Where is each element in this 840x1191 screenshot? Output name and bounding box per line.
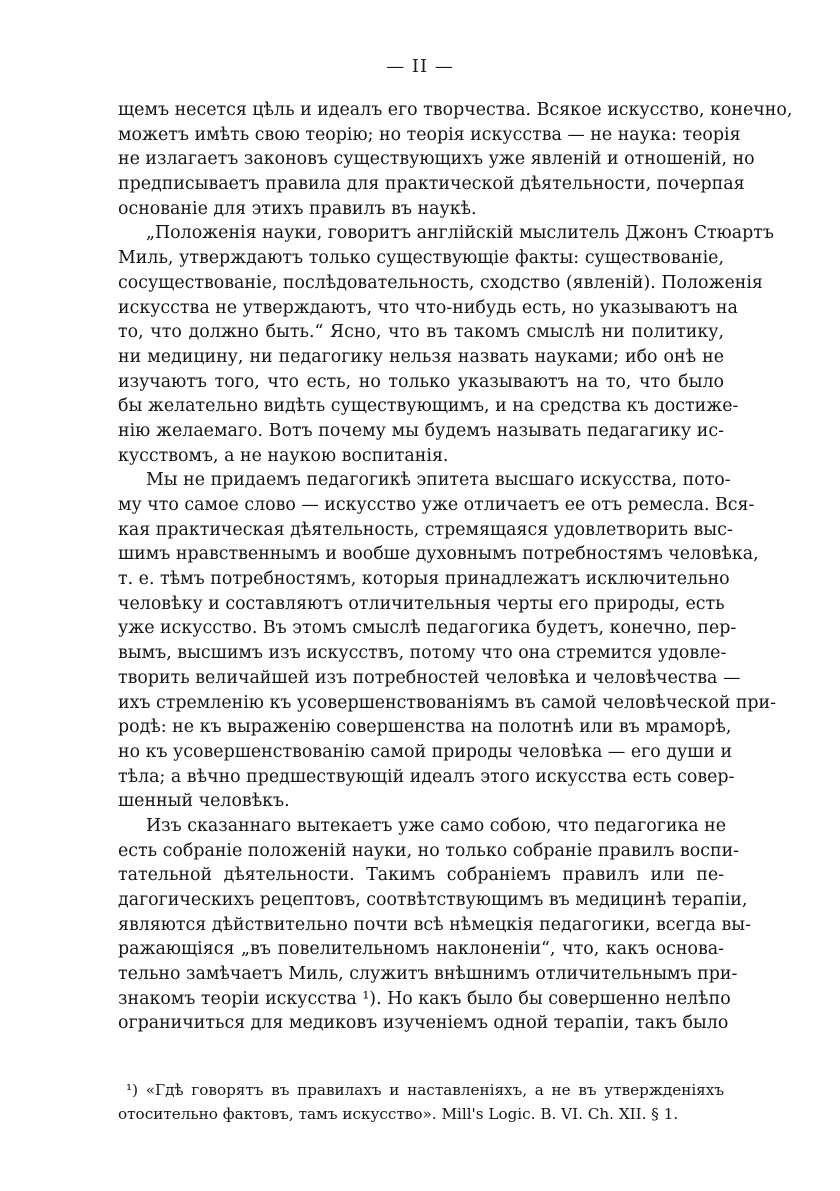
text-line: родѣ: не къ выраженію совершенства на полотнѣ или въ мраморѣ, [118,717,732,738]
text-line: вымъ, высшимъ изъ искусствъ, потому что она стремится удовле- [118,643,727,664]
text-line: знакомъ теоріи искусства ¹). Но какъ было бы совершенно нелѣпо [118,988,731,1009]
text-line: ограничиться для медиковъ изученіемъ одной терапіи, такъ было [118,1013,729,1034]
text-line: нію желаемаго. Вотъ почему мы будемъ называть педагагику ис- [118,420,724,441]
text-line: шенный человѣкъ. [118,791,290,812]
text-line: т. е. тѣмъ потребностямъ, которыя принадлежатъ исключительно [118,569,730,590]
text-line: не излагаетъ законовъ существующихъ уже явленій и отношеній, но [118,149,755,170]
text-line: творить величайшей изъ потребностей человѣка и человѣчества — [118,667,741,688]
text-line: дагогическихъ рецептовъ, соотвѣтствующимъ въ медицинѣ терапіи, [118,890,748,910]
text-line: уже искусство. Въ этомъ смыслѣ педагогика будетъ, конечно, пер- [118,618,737,639]
text-line: шимъ нравственнымъ и вообше духовнымъ потребностямъ человѣка, [118,544,759,565]
text-line: ни медицину, ни педагогику нельзя назвать науками; ибо онѣ не [118,346,724,367]
text-line: сосуществованіе, послѣдовательность, сходство (явленій). Положенія [118,272,763,293]
text-line: изучаютъ того, что есть, но только указываютъ на то, что было [118,371,724,392]
text-line: есть собраніе положеній науки, но только собраніе правилъ воспи- [118,840,740,861]
text-line: то, что должно быть.“ Ясно, что въ такомъ смыслѣ ни политику, [118,322,724,343]
text-line: „Положенія науки, говоритъ англійскій мыслитель Джонъ Стюартъ [146,223,774,244]
footnotes [118,1078,724,1126]
text-line: щемъ несется цѣль и идеалъ его творчества. Всякое искусство, конечно, [118,100,793,120]
text-line: но къ усовершенствованію самой природы человѣка — его души и [118,741,733,762]
text-line: искусства не утверждаютъ, что что-нибудь есть, но указываютъ на [118,297,738,318]
text-line: кая практическая дѣятельность, стремящаяся удовлетворить выс- [118,519,733,540]
text-line: тательной дѣятельности. Такимъ собраніемъ правилъ или пе- [118,865,724,886]
text-line: Изъ сказаннаго вытекаетъ уже само собою, что педагогика не [146,815,727,836]
text-line: Миль, утверждаютъ только существующіе факты: существованіе, [118,248,724,269]
text-line: предписываетъ правила для практической дѣятельности, почерпая [118,174,745,195]
page-number: — II — [386,56,454,77]
text-line: ражающіяся „въ повелительномъ наклоненіи“, что, какъ основа- [118,939,724,960]
text-line: тельно замѣчаетъ Миль, служитъ внѣшнимъ отличительнымъ при- [118,964,738,985]
text-line: му что самое слово — искусство уже отличаетъ ее отъ ремесла. Вся- [118,495,755,515]
body-text [118,98,793,1036]
text-line: можетъ имѣть свою теорію; но теорія искусства — не наука: теорія [118,124,741,145]
text-line: бы желательно видѣть существующимъ, и на средства къ достиже- [118,396,739,417]
text-line: кусствомъ, а не наукою воспитанія. [118,445,449,466]
text-line: являются дѣйствительно почти всѣ нѣмецкія педагогики, всегда вы- [118,914,751,935]
text-line: тѣла; а вѣчно предшествующій идеалъ этого искусства есть совер- [118,766,735,787]
text-line: основаніе для этихъ правилъ въ наукѣ. [118,198,477,219]
text-line: Мы не придаемъ педагогикѣ эпитета высшаго искусства, пото- [146,470,731,491]
text-line: человѣку и составляютъ отличительныя черты его природы, есть [118,593,725,614]
footnote-line: ¹) «Гдѣ говорятъ въ правилахъ и наставленіяхъ, а не въ утвержденіяхъ [126,1081,724,1099]
footnote-line: отосительно фактовъ, тамъ искусство». Mill's Logic. B. VI. Ch. XII. § 1. [118,1105,679,1123]
text-line: ихъ стремленію къ усовершенствованіямъ въ самой человѣческой при- [118,692,777,713]
